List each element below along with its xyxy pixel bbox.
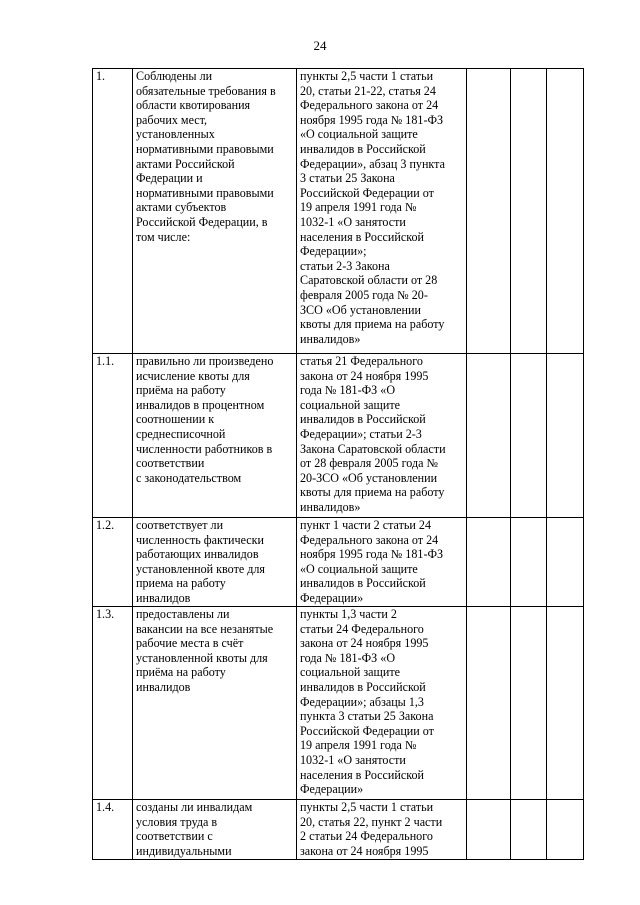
- answer-cell-na: [547, 69, 584, 354]
- requirement-text: предоставлены ли вакансии на все незанятые рабочие места в счёт установленной квоты для приёма на работу инвалидов: [133, 607, 297, 800]
- item-number: 1.1.: [93, 354, 133, 518]
- table-row: [93, 607, 584, 800]
- item-number: 1.: [93, 69, 133, 354]
- requirement-text: созданы ли инвалидам условия труда в соответствии с индивидуальными: [133, 800, 297, 860]
- answer-cell-yes: [467, 518, 511, 607]
- answer-cell-no: [511, 354, 547, 518]
- answer-cell-na: [547, 800, 584, 860]
- legal-reference: статья 21 Федерального закона от 24 ноября 1995 года № 181-ФЗ «О социальной защите инвалидов в Российской Федерации»; статьи 2-3 Закона Саратовской области от 28 февраля 2005 года № 20-ЗСО «Об установлении квоты для приема на работу инвалидов»: [297, 354, 467, 518]
- answer-cell-no: [511, 800, 547, 860]
- item-number: 1.3.: [93, 607, 133, 800]
- requirement-text: правильно ли произведено исчисление квоты для приёма на работу инвалидов в процентном соотношении к среднесписочной численности работников в соответствии с законодательством: [133, 354, 297, 518]
- legal-reference: пункты 2,5 части 1 статьи 20, статья 22, пункт 2 части 2 статьи 24 Федерального закона от 24 ноября 1995: [297, 800, 467, 860]
- page-number: 24: [313, 38, 327, 53]
- answer-cell-no: [511, 607, 547, 800]
- answer-cell-no: [511, 69, 547, 354]
- answer-cell-na: [547, 607, 584, 800]
- answer-cell-yes: [467, 607, 511, 800]
- answer-cell-yes: [467, 800, 511, 860]
- legal-reference: пункты 2,5 части 1 статьи 20, статьи 21-22, статья 24 Федерального закона от 24 ноября 1995 года № 181-ФЗ «О социальной защите инвалидов в Российской Федерации», абзац 3 пункта 3 статьи 25 Закона Российской Федерации от 19 апреля 1991 года № 1032-1 «О занятости населения в Российской Федерации»; статьи 2-3 Закона Саратовской области от 28 февраля 2005 года № 20- ЗСО «Об установлении квоты для приема на работу инвалидов»: [297, 69, 467, 354]
- table-row: [93, 518, 584, 607]
- requirement-text: соответствует ли численность фактически работающих инвалидов установленной квоте для приема на работу инвалидов: [133, 518, 297, 607]
- answer-cell-yes: [467, 354, 511, 518]
- table-row: [93, 354, 584, 518]
- item-number: 1.4.: [93, 800, 133, 860]
- requirement-text: Соблюдены ли обязательные требования в области квотирования рабочих мест, установленных нормативными правовыми актами Российской Федерации и нормативными правовыми актами субъектов Российской Федерации, в том числе:: [133, 69, 297, 354]
- legal-reference: пункт 1 части 2 статьи 24 Федерального закона от 24 ноября 1995 года № 181-ФЗ «О социальной защите инвалидов в Российской Федерации»: [297, 518, 467, 607]
- answer-cell-no: [511, 518, 547, 607]
- checklist-table: [92, 68, 584, 860]
- table-row: [93, 800, 584, 860]
- answer-cell-yes: [467, 69, 511, 354]
- legal-reference: пункты 1,3 части 2 статьи 24 Федерального закона от 24 ноября 1995 года № 181-ФЗ «О социальной защите инвалидов в Российской Федерации»; абзацы 1,3 пункта 3 статьи 25 Закона Российской Федерации от 19 апреля 1991 года № 1032-1 «О занятости населения в Российской Федерации»: [297, 607, 467, 800]
- item-number: 1.2.: [93, 518, 133, 607]
- answer-cell-na: [547, 518, 584, 607]
- answer-cell-na: [547, 354, 584, 518]
- table-row: [93, 69, 584, 354]
